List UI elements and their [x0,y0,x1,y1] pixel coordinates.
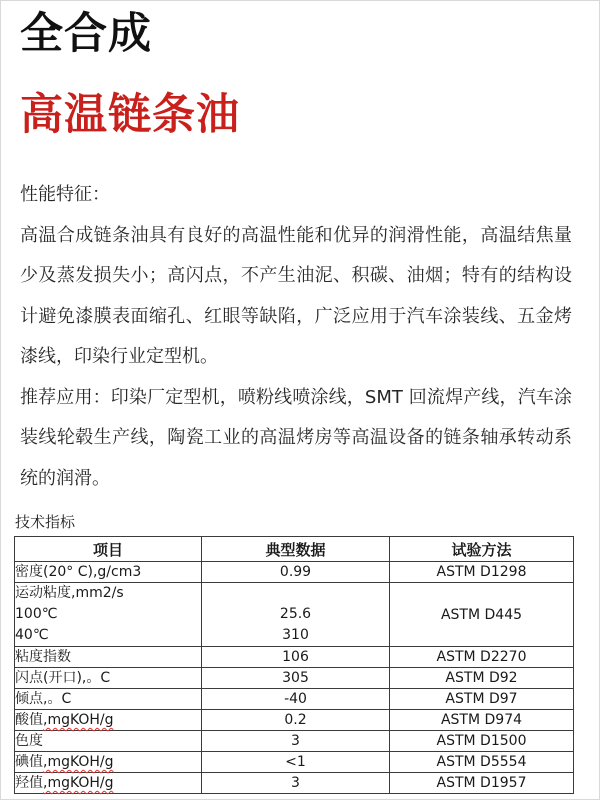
spec-method: ASTM D445 [390,583,574,647]
spec-value: 0.99 [202,562,390,583]
spec-label: 密度(20° C),g/cm3 [15,562,202,583]
spec-method: ASTM D1957 [390,773,574,794]
spec-label: 40℃ [15,627,49,643]
spec-value: 305 [202,668,390,689]
spec-method: ASTM D92 [390,668,574,689]
spec-row-density [15,562,574,583]
paragraph-line: 少及蒸发损失小；高闪点，不产生油泥、积碳、油烟；特有的结构设 [20,265,572,286]
paragraph-line: 高温合成链条油具有良好的高温性能和优异的润滑性能，高温结焦量 [20,224,572,246]
spec-label: 闪点(开口),。C [15,668,202,689]
spec-row-kinematic-viscosity [15,583,574,647]
spec-value: 0.2 [202,710,390,731]
spec-method: ASTM D2270 [390,647,574,668]
spec-value: 310 [282,627,309,643]
spec-row-viscosity-index [15,647,574,668]
spec-row-iodine-value [15,752,574,773]
spec-value: 106 [202,647,390,668]
spec-method: ASTM D5554 [390,752,574,773]
spec-label: 碘值 [15,754,43,770]
spec-method: ASTM D974 [390,710,574,731]
spec-method: ASTM D1298 [390,562,574,583]
spec-header-row [15,537,574,562]
spec-row-acid-value [15,710,574,731]
spec-label-unit: ,mgKOH/g [43,754,114,770]
spec-value: <1 [202,752,390,773]
spec-table-title: 技术指标 [15,513,76,531]
paragraph-line: 统的润滑。 [20,467,110,489]
spec-row-color [15,731,574,752]
spec-value: 3 [202,731,390,752]
spec-label: 粘度指数 [15,647,202,668]
column-header-item: 项目 [15,537,202,562]
paragraph-line: 装线轮毂生产线，陶瓷工业的高温烤房等高温设备的链条轴承转动系 [20,427,572,448]
spec-value: 25.6 [279,606,312,622]
paragraph-line: 漆线，印染行业定型机。 [20,346,218,367]
spec-value: -40 [202,689,390,710]
spec-value: 3 [202,773,390,794]
spec-table [14,536,574,794]
spec-row-hydroxyl-value [15,773,574,794]
spec-row-flash-point [15,668,574,689]
column-header-test-method: 试验方法 [390,537,574,562]
spec-label: 倾点,。C [15,689,202,710]
description-text [20,175,572,499]
product-title-line1: 全合成 [20,9,152,59]
spec-value [202,583,389,604]
spec-method: ASTM D97 [390,689,574,710]
performance-features-heading: 性能特征： [20,184,110,205]
spec-label: 色度 [15,731,202,752]
spec-label-unit: ,mgKOH/g [43,775,114,791]
spec-label: 100℃ [15,606,58,622]
spec-row-pour-point [15,689,574,710]
paragraph-line: 计避免漆膜表面缩孔、红眼等缺陷，广泛应用于汽车涂装线、五金烤 [20,305,572,327]
product-title-line2: 高温链条油 [20,90,240,140]
spec-label-unit: ,mgKOH/g [43,712,114,728]
spec-label: 酸值 [15,712,43,728]
column-header-typical-data: 典型数据 [202,537,390,562]
spec-method: ASTM D1500 [390,731,574,752]
recommended-applications-line: 推荐应用：印染厂定型机，喷粉线喷涂线，SMT 回流焊产线，汽车涂 [20,386,572,408]
spec-label: 运动粘度,mm2/s [15,585,124,601]
spec-label: 羟值 [15,775,43,791]
